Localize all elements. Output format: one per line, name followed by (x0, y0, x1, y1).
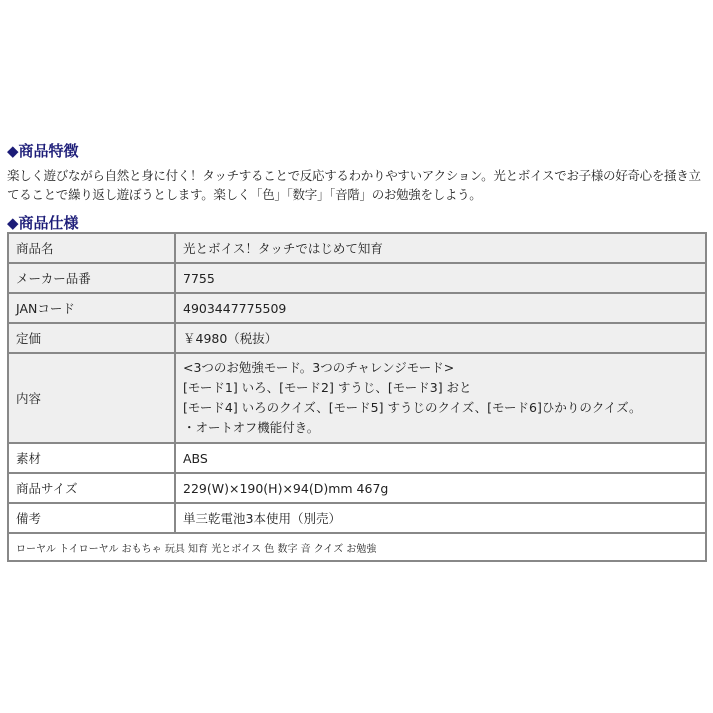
row-label: 素材 (8, 443, 175, 473)
table-row (8, 443, 706, 473)
row-value: 4903447775509 (175, 293, 706, 323)
spec-table (7, 232, 707, 562)
table-row (8, 293, 706, 323)
table-row (8, 263, 706, 293)
row-value: ABS (175, 443, 706, 473)
specs-heading: ◆商品仕様 (7, 214, 79, 232)
tags-row (8, 533, 706, 561)
table-row (8, 233, 706, 263)
content-line: [モード1] いろ、[モード2] すうじ、[モード3] おと (183, 380, 472, 395)
row-value (175, 353, 706, 443)
row-label: メーカー品番 (8, 263, 175, 293)
content-line: ・オートオフ機能付き。 (183, 420, 320, 435)
table-row (8, 473, 706, 503)
row-label: 商品サイズ (8, 473, 175, 503)
table-row (8, 353, 706, 443)
tags: ローヤル トイローヤル おもちゃ 玩具 知育 光とボイス 色 数字 音 クイズ お勉強 (8, 533, 706, 561)
features-description: 楽しく遊びながら自然と身に付く！タッチすることで反応するわかりやすいアクション。光とボイスでお子様の好奇心を掻き立てることで繰り返し遊ぼうとします。楽しく「色」「数字」「音階」のお勉強をしよう。 (7, 168, 701, 202)
row-label: 備考 (8, 503, 175, 533)
table-row (8, 503, 706, 533)
row-label: 定価 (8, 323, 175, 353)
row-value: 単三乾電池3本使用（別売） (175, 503, 706, 533)
features-heading: ◆商品特徴 (7, 142, 79, 160)
row-label: 内容 (8, 353, 175, 443)
table-row (8, 323, 706, 353)
content-line: <3つのお勉強モード。3つのチャレンジモード> (183, 360, 455, 375)
row-label: JANコード (8, 293, 175, 323)
row-value: 光とボイス！タッチではじめて知育 (175, 233, 706, 263)
row-value: 229(W)×190(H)×94(D)mm 467g (175, 473, 706, 503)
row-label: 商品名 (8, 233, 175, 263)
row-value: 7755 (175, 263, 706, 293)
row-value: ￥4980（税抜） (175, 323, 706, 353)
content-line: [モード4] いろのクイズ、[モード5] すうじのクイズ、[モード6]ひかりのクイズ。 (183, 400, 642, 415)
